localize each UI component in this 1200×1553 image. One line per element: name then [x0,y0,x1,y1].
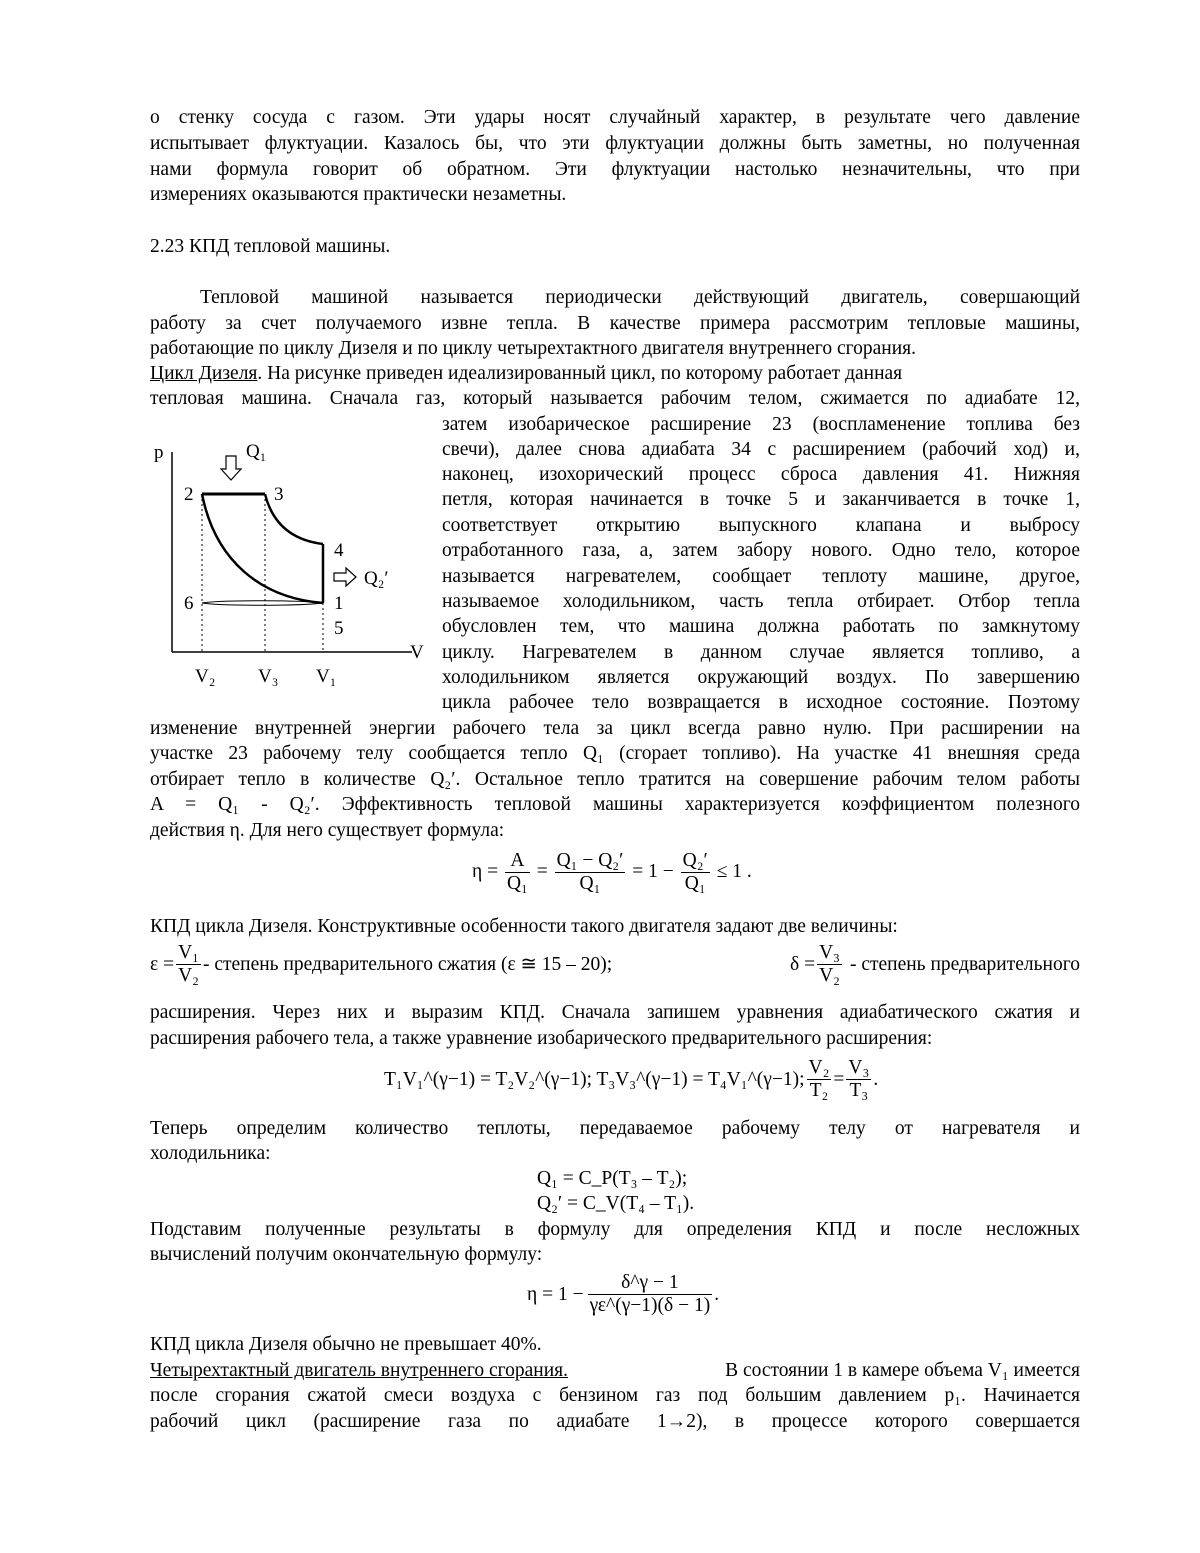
eps-den: V₂ [178,965,199,986]
eta-frac-2 [555,850,626,895]
para3-line-1: расширения. Через них и выразим КПД. Сначала запишем уравнения адиабатического сжатия и [150,1002,1080,1023]
para5-line-2: вычислений получим окончательную формулу: [150,1244,543,1265]
wrap-line-5: соответствует открытию выпускного клапана и выбросу [442,515,1080,536]
eta-frac-1-den: Q₁ [506,873,528,894]
para2-line-2: работу за счет получаемого извне тепла. В качестве примера рассмотрим тепловые машины, [150,313,1080,334]
eps-frac [176,942,201,987]
after-wrap-line-4: A = Q₁ - Q₂′. Эффективность тепловой машины характеризуется коэффициентом полезного [150,794,1080,815]
adiabat-frac-1-den: T₂ [809,1080,829,1101]
adiabat-12 [202,494,323,603]
adiabat-frac-2-den: T₃ [849,1080,869,1101]
final-lhs: η = 1 − [527,1283,584,1305]
four-stroke-heading: Четырехтактный двигатель внутреннего сгорания. [150,1360,569,1381]
para1-line-2: испытывает флуктуации. Казалось бы, что эти флуктуации должны быть заметны, но полученная [150,133,1080,154]
para2-line-1: Тепловой машиной называется периодически действующий двигатель, совершающий [200,287,1080,308]
para5-line-1: Подставим полученные результаты в формулу для определения КПД и после несложных [150,1219,1080,1240]
eps-symbol: ε = [150,953,175,975]
diesel-line1-rest: . На рисунке приведен идеализированный цикл, по которому работает данная [257,363,903,384]
eta-frac-1 [505,850,530,895]
final-line-2: рабочий цикл (расширение газа по адиабате 1→2), в процессе которого совершается [150,1411,1080,1432]
eps-num: V₁ [178,942,199,963]
final-formula [527,1272,719,1317]
delta-den: V₂ [819,965,840,986]
point-4-label: 4 [334,540,344,561]
adiabat-frac-2 [846,1057,871,1102]
wrap-line-4: петля, которая начинается в точке 5 и заканчивается в точке 1, [442,489,1080,510]
delta-num: V₃ [819,942,840,963]
four-stroke-rest: В состоянии 1 в камере объема V₁ имеется [725,1360,1080,1381]
after-wrap-line-2: участке 23 рабочему телу сообщается тепло Q₁ (сгорает топливо). На участке 41 внешняя среда [150,743,1080,764]
final-den: γε^(γ−1)(δ − 1) [589,1295,711,1316]
final-num: δ^γ − 1 [588,1272,713,1295]
wrap-line-7: называется нагревателем, сообщает теплоту машине, другое, [442,566,1080,587]
delta-frac [817,942,842,987]
adiabat-frac-1-num: V₂ [808,1057,830,1078]
eps-delta-line [150,942,1080,987]
v1-label: V₁ [316,666,337,687]
final-frac [588,1272,713,1317]
wrap-line-10: циклу. Нагревателем в данном случае является топливо, а [442,642,1080,663]
adiabat-frac-1 [807,1057,832,1102]
q2-label: Q₂′ [364,568,389,589]
after-wrap-line-1: изменение внутренней энергии рабочего тела за цикл всегда равно нулю. При расширении на [150,718,1080,739]
final-tail: . [714,1283,720,1305]
p-axis-label: p [154,442,164,463]
eps-text: - степень предварительного сжатия (ε ≅ 15 – 20); [202,953,613,975]
after-wrap-line-5: действия η. Для него существует формула: [150,820,505,841]
point-6-label: 6 [184,593,194,614]
diesel-cycle-diagram [140,430,440,700]
wrap-line-1: затем изобарическое расширение 23 (воспламенение топлива без [442,414,1080,435]
eta-frac-3 [681,850,710,895]
v2-label: V₂ [195,666,216,687]
wrap-line-9: обусловлен тем, что машина должна работать по замкнутому [442,616,1080,637]
eta-lhs: η = [472,860,499,882]
para2-line-3: работающие по циклу Дизеля и по циклу четырехтактного двигателя внутреннего сгорания. [150,338,916,359]
para1-line-3: нами формула говорит об обратном. Эти флуктуации настолько незначительны, что при [150,159,1080,180]
adiabat-eq-text: T₁V₁^(γ−1) = T₂V₂^(γ−1); T₃V₃^(γ−1) = T₄V₁^(γ−1); [384,1068,805,1090]
after-wrap-line-3: отбирает тепло в количестве Q₂′. Остальное тепло тратится на совершение рабочим телом работы [150,769,1080,790]
wrap-line-11: холодильником является окружающий воздух. По завершению [442,667,1080,688]
eta-tail: ≤ 1 . [716,860,752,882]
point-3-label: 3 [274,484,284,505]
wrap-line-3: наконец, изохорический процесс сброса давления 41. Нижняя [442,464,1080,485]
eta-frac-3-num: Q₂′ [682,850,708,871]
q1-arrow-icon [221,456,241,480]
diesel-line-1 [150,361,1080,387]
wrap-line-6: отработанного газа, а, затем забору нового. Одно тело, которое [442,540,1080,561]
para4-line-2: холодильника: [150,1143,271,1164]
para3-line-2: расширения рабочего тела, а также уравнение изобарического предварительного расширения: [150,1028,933,1049]
adiabat-frac-2-num: V₃ [848,1057,870,1078]
v-axis-label: V [410,642,424,663]
wrap-line-8: называемое холодильником, часть тепла отбирает. Отбор тепла [442,591,1080,612]
eta-formula: η = $\frac{A}{\text{Q₁}}$ = $\frac{\text{Q₁ − Q₂′}}{\text{Q₁}}$ = 1 − $\frac{\text{Q₂′}}{\text{Q₁}}$ ≤ 1 . [472,850,752,894]
eta-frac-1-num: A [505,850,530,873]
delta-text: - степень предварительного [849,953,1080,975]
para4-line-1: Теперь определим количество теплоты, передаваемое рабочему телу от нагревателя и [150,1118,1080,1139]
adiabat-equations: T₁V₁^(γ−1) = T₂V₂^(γ−1); T₃V₃^(γ−1) = T₄V₁^(γ−1); $\frac{\text{V₂}}{\text{T₂}}$ = $\frac{\text{V₃}}{\text{T₃}}$ . [384,1057,879,1101]
four-stroke-line [150,1358,1080,1384]
para1-line-1: о стенку сосуда с газом. Эти удары носят случайный характер, в результате чего давление [150,107,1080,128]
q1-label: Q₁ [246,441,267,462]
delta-symbol: δ = [790,953,816,975]
q2-equation: Q₂′ = C_V(T₄ – T₁). [537,1193,695,1214]
wrap-line-2: свечи), далее снова адиабата 34 с расширением (рабочий ход) и, [442,439,1080,460]
exhaust-loop [202,601,323,606]
para1-line-4: измерениях оказываются практически незаметны. [150,184,567,205]
point-1-label: 1 [334,593,344,614]
eta-mid: = 1 − [632,860,674,882]
kpd-line: КПД цикла Дизеля. Конструктивные особенности такого двигателя задают две величины: [150,916,898,937]
eta-frac-2-num: Q₁ − Q₂′ [556,850,624,871]
diesel-line-2: тепловая машина. Сначала газ, который называется рабочим телом, сжимается по адиабате 12, [150,388,1080,409]
q1-equation: Q₁ = C_P(T₃ – T₂); [537,1168,688,1189]
v3-label: V₃ [258,666,279,687]
wrap-line-12: цикла рабочее тело возвращается в исходное состояние. Поэтому [442,692,1080,713]
eta-frac-2-den: Q₁ [579,873,601,894]
point-2-label: 2 [184,484,194,505]
final-line-1: после сгорания сжатой смеси воздуха с бензином газ под большим давлением p₁. Начинается [150,1385,1080,1406]
q2-arrow-icon [334,568,356,586]
point-5-label: 5 [334,618,344,639]
diesel-heading: Цикл Дизеля [150,363,258,384]
section-title: 2.23 КПД тепловой машины. [150,236,391,257]
eta-frac-3-den: Q₁ [684,873,706,894]
kpd-max-line: КПД цикла Дизеля обычно не превышает 40%. [150,1334,542,1355]
